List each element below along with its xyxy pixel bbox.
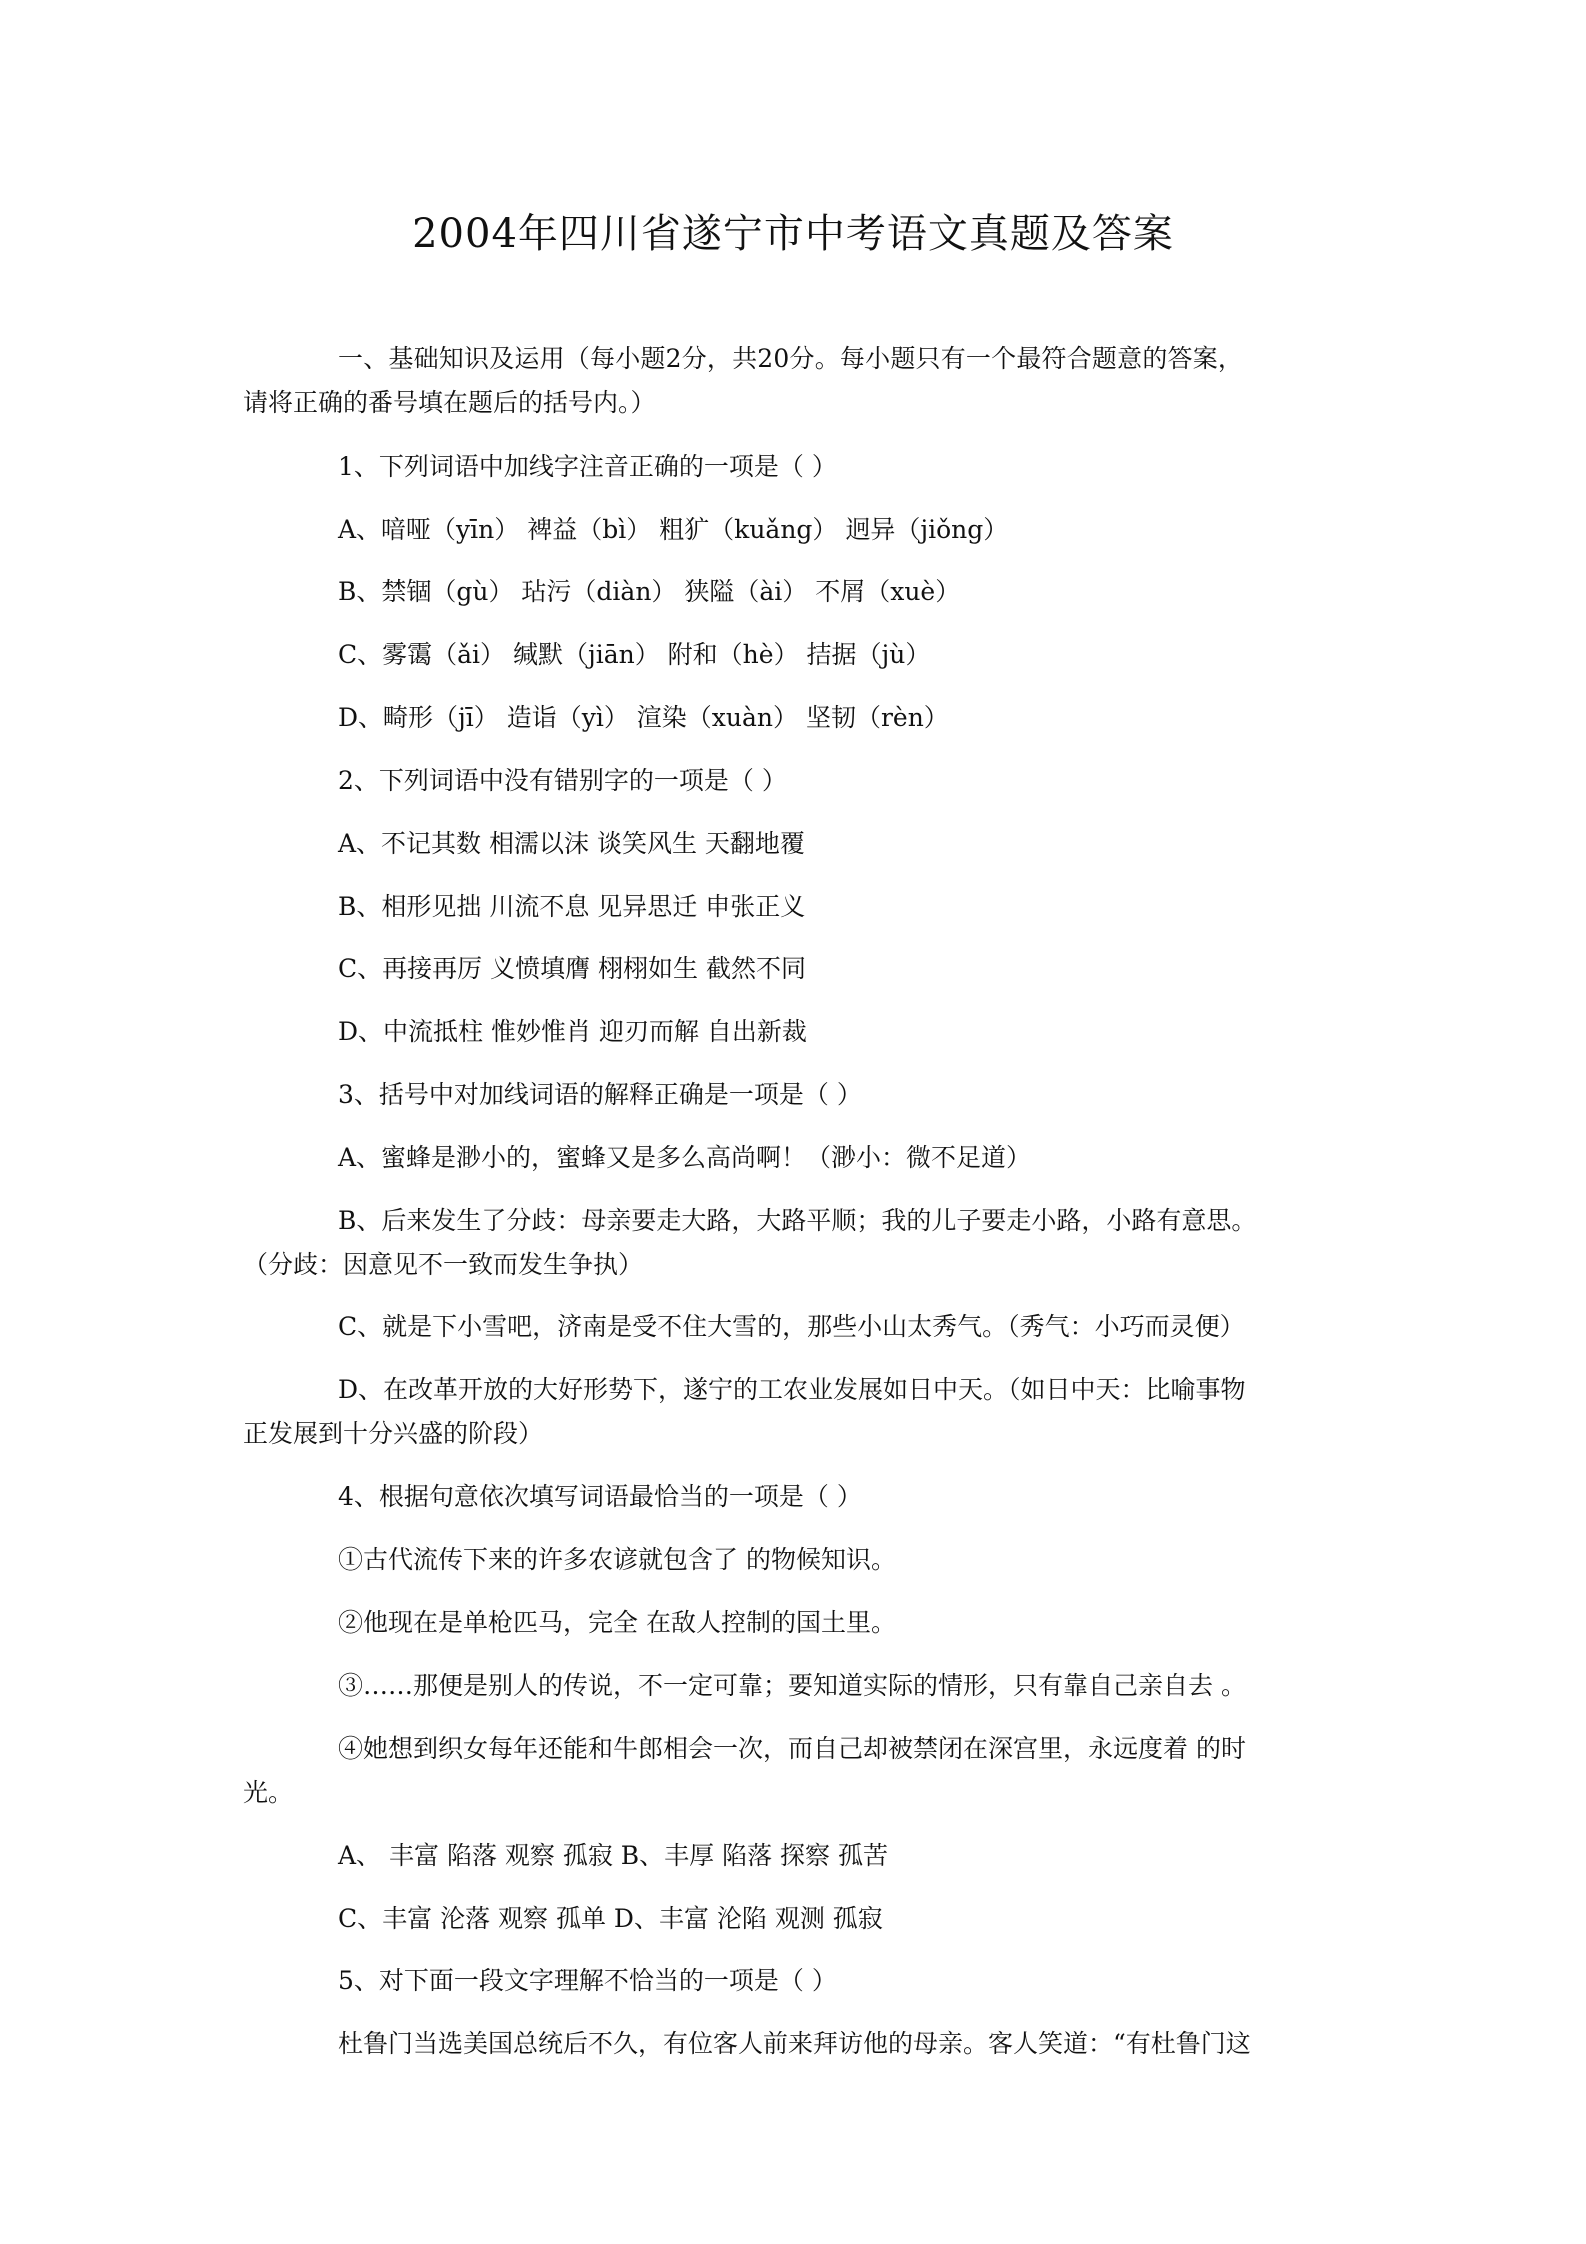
q4-sentence-4-line-1: ④她想到织女每年还能和牛郎相会一次，而自己却被禁闭在深宫里，永远度着 的时 (338, 1734, 1246, 1763)
q3-option-b-line-1: B、后来发生了分歧：母亲要走大路，大路平顺；我的儿子要走小路，小路有意思。 (338, 1206, 1257, 1235)
page-title: 2004年四川省遂宁市中考语文真题及答案 (412, 211, 1174, 257)
q5-passage-line-1: 杜鲁门当选美国总统后不久，有位客人前来拜访他的母亲。客人笑道：“有杜鲁门这 (338, 2029, 1251, 2058)
q4-sentence-1: ①古代流传下来的许多农谚就包含了 的物候知识。 (338, 1545, 896, 1574)
q4-options-cd: C、丰富 沦落 观察 孤单 D、丰富 沦陷 观测 孤寂 (338, 1904, 883, 1933)
question-3: 3、括号中对加线词语的解释正确是一项是（ ） (338, 1080, 862, 1109)
question-5: 5、对下面一段文字理解不恰当的一项是（ ） (338, 1966, 837, 1995)
q4-sentence-3: ③……那便是别人的传说，不一定可靠；要知道实际的情形，只有靠自己亲自去 。 (338, 1671, 1246, 1700)
q4-sentence-2: ②他现在是单枪匹马，完全 在敌人控制的国土里。 (338, 1608, 896, 1637)
q1-option-c: C、雾霭（ǎi） 缄默（jiān） 附和（hè） 拮据（jù） (338, 640, 931, 669)
q3-option-d-line-1: D、在改革开放的大好形势下，遂宁的工农业发展如日中天。（如日中天：比喻事物 (338, 1375, 1246, 1404)
q1-option-d: D、畸形（jī） 造诣（yì） 渲染（xuàn） 坚韧（rèn） (338, 703, 949, 732)
section-intro-line-1: 一、基础知识及运用（每小题2分，共20分。每小题只有一个最符合题意的答案， (338, 344, 1244, 373)
question-2: 2、下列词语中没有错别字的一项是（ ） (338, 766, 787, 795)
section-intro-line-2: 请将正确的番号填在题后的括号内。） (243, 388, 656, 417)
q1-option-b: B、禁锢（gù） 玷污（diàn） 狭隘（ài） 不屑（xuè） (338, 577, 961, 606)
q2-option-c: C、再接再厉 义愤填膺 栩栩如生 截然不同 (338, 954, 806, 983)
q2-option-d: D、中流抵柱 惟妙惟肖 迎刃而解 自出新裁 (338, 1017, 807, 1046)
q3-option-a: A、蜜蜂是渺小的，蜜蜂又是多么高尚啊！（渺小：微不足道） (338, 1143, 1032, 1172)
question-1: 1、下列词语中加线字注音正确的一项是（ ） (338, 452, 837, 481)
q4-options-ab: A、 丰富 陷落 观察 孤寂 B、丰厚 陷落 探察 孤苦 (338, 1841, 889, 1870)
q3-option-b-line-2: （分歧：因意见不一致而发生争执） (243, 1250, 644, 1279)
q3-option-c: C、就是下小雪吧，济南是受不住大雪的，那些小山太秀气。（秀气：小巧而灵便） (338, 1312, 1245, 1341)
question-4: 4、根据句意依次填写词语最恰当的一项是（ ） (338, 1482, 862, 1511)
q2-option-a: A、不记其数 相濡以沫 谈笑风生 天翻地覆 (338, 829, 805, 858)
q4-sentence-4-line-2: 光。 (243, 1778, 294, 1807)
q2-option-b: B、相形见拙 川流不息 见异思迁 申张正义 (338, 892, 806, 921)
q3-option-d-line-2: 正发展到十分兴盛的阶段） (243, 1419, 544, 1448)
q1-option-a: A、喑哑（yīn） 裨益（bì） 粗犷（kuǎng） 迥异（jiǒng） (338, 515, 1009, 544)
